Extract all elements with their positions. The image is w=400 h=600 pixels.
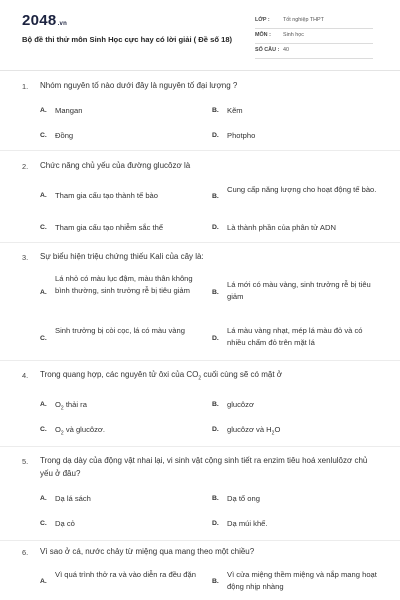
question-number: 4.	[22, 371, 29, 380]
header-divider	[0, 70, 400, 71]
meta-row-class: LỚP : Tốt nghiệp THPT	[255, 15, 373, 29]
question-divider	[0, 150, 400, 151]
question-divider	[0, 446, 400, 447]
question-text: Trong quang hợp, các nguyên tử ôxi của $CO_2$ cuối cùng sẽ có mặt ở	[40, 370, 283, 382]
question-text: Sự biểu hiện triệu chứng thiếu Kali của cây là:	[40, 252, 204, 261]
question-divider	[0, 360, 400, 361]
question-text: Nhóm nguyên tố nào dưới đây là nguyên tố đại lượng ?	[40, 81, 238, 90]
question-text: Chức năng chủ yếu của đường glucôzơ là	[40, 161, 191, 170]
question-number: 1.	[22, 82, 29, 91]
exam-meta	[255, 15, 373, 60]
question-text: Vì sao ở cá, nước chảy từ miệng qua mang theo một chiều?	[40, 547, 255, 556]
question-number: 2.	[22, 162, 29, 171]
page-title: Bộ đề thi thử môn Sinh Học cực hay có lời giải ( Đề số 18)	[22, 35, 233, 44]
question-number: 3.	[22, 253, 29, 262]
question-text: Trong dạ dày của động vật nhai lại, vi sinh vật cộng sinh tiết ra enzim tiêu hoá xenlulôzơ chủ yếu ở đâu?	[40, 456, 368, 478]
question-number: 6.	[22, 548, 29, 557]
question-number: 5.	[22, 457, 29, 466]
meta-row-count: SỐ CÂU : 40	[255, 45, 373, 59]
question-divider	[0, 242, 400, 243]
document-header	[0, 0, 400, 70]
question-divider	[0, 540, 400, 541]
site-logo[interactable]: 2048.vn	[22, 12, 68, 29]
meta-row-subject: MÔN : Sinh học	[255, 30, 373, 44]
